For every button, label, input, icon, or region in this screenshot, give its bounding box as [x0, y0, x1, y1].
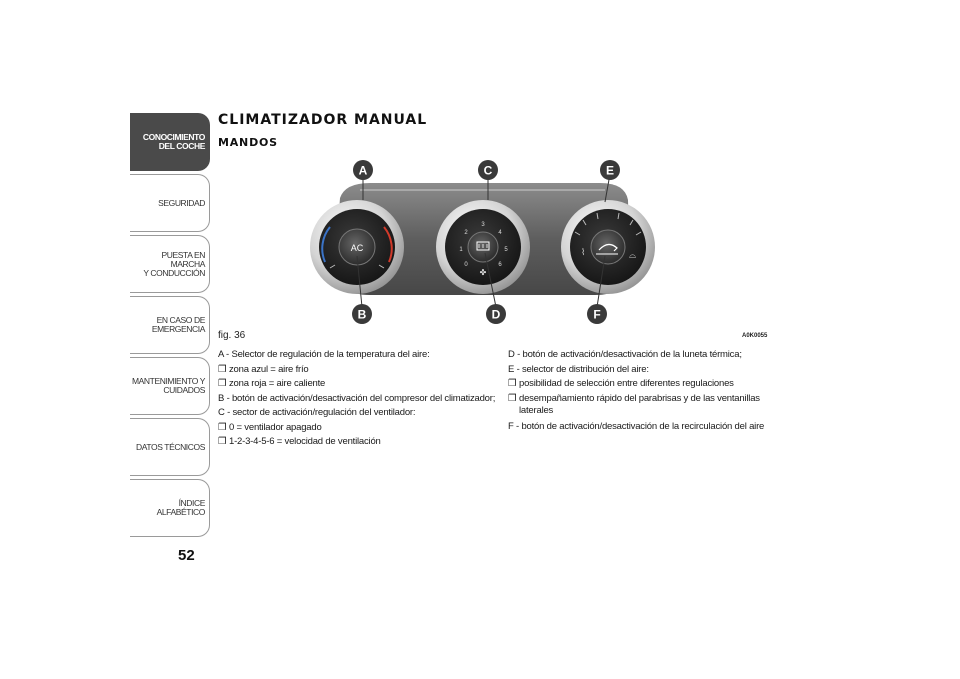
callout-d-label: D [491, 307, 501, 322]
checkbox-icon: ❒ [218, 363, 227, 375]
right-column [508, 348, 778, 435]
temperature-knob[interactable] [310, 200, 404, 294]
speed-3: 3 [481, 222, 485, 228]
tab-en-caso-de-emergencia[interactable] [130, 296, 210, 354]
text-line: B - botón de activación/desactivación del compresor del climatizador; [218, 392, 496, 404]
callout-c-label: C [483, 163, 493, 178]
tab-indice-alfabetico[interactable] [130, 479, 210, 537]
tab-label: DATOS TÉCNICOS [135, 441, 205, 452]
bullet-text: posibilidad de selección entre diferentes regulaciones [519, 378, 734, 389]
tab-mantenimiento[interactable] [130, 357, 210, 415]
tab-seguridad[interactable] [130, 174, 210, 232]
tab-label: MANTENIMIENTO Y CUIDADOS [131, 376, 205, 395]
checkbox-icon: ❒ [218, 421, 227, 433]
checkbox-icon: ❒ [218, 378, 227, 389]
page-number: 52 [178, 547, 195, 564]
callout-a-label: A [358, 163, 368, 178]
section-subtitle: MANDOS [218, 136, 278, 149]
speed-2: 2 [464, 230, 468, 236]
bullet-item [218, 421, 503, 436]
speed-6: 6 [498, 262, 502, 268]
air-distribution-knob[interactable] [561, 200, 655, 294]
tab-datos-tecnicos[interactable] [130, 418, 210, 476]
speed-0: 0 [464, 262, 468, 268]
tab-label: CONOCIMIENTO DEL COCHE [142, 132, 205, 151]
bullet-text: zona azul = aire frío [229, 363, 309, 375]
bullet-text: zona roja = aire caliente [229, 378, 326, 389]
figure-code: A0K0055 [742, 333, 768, 339]
text-line: A - Selector de regulación de la temperatura del aire: [218, 349, 430, 360]
tab-label: EN CASO DE EMERGENCIA [151, 315, 205, 334]
tab-puesta-en-marcha[interactable] [130, 235, 210, 293]
callout-e-label: E [605, 163, 615, 178]
bullet-item [218, 363, 503, 378]
checkbox-icon: ❒ [508, 392, 517, 404]
bullet-item [218, 377, 503, 392]
bullet-item [218, 435, 503, 450]
text-line: E - selector de distribución del aire: [508, 363, 649, 375]
recirculation-button [591, 230, 625, 264]
fan-icon: ✤ [479, 268, 487, 277]
callout-f-label: F [593, 307, 601, 322]
tab-label: ÍNDICE ALFABÉTICO [156, 498, 205, 517]
speed-4: 4 [498, 230, 502, 236]
speed-5: 5 [504, 247, 508, 253]
checkbox-icon: ❒ [508, 378, 517, 389]
page-title: CLIMATIZADOR MANUAL [218, 112, 428, 128]
tab-label: PUESTA EN MARCHA Y CONDUCCIÓN [143, 249, 205, 278]
ac-label: AC [350, 243, 364, 253]
bullet-item [508, 392, 778, 407]
text-line: D - botón de activación/desactivación de la luneta térmica; [508, 349, 742, 360]
left-column [218, 348, 503, 450]
text-line: C - sector de activación/regulación del ventilador: [218, 407, 416, 418]
climate-control-illustration [300, 150, 660, 330]
text-continuation: laterales [519, 405, 554, 416]
bullet-item [508, 377, 778, 392]
fan-speed-knob[interactable] [436, 200, 530, 294]
checkbox-icon: ❒ [218, 436, 227, 447]
bullet-text: 1-2-3-4-5-6 = velocidad de ventilación [229, 436, 381, 447]
figure-caption: fig. 36 [218, 330, 246, 341]
text-line: F - botón de activación/desactivación de la recirculación del aire [508, 421, 765, 432]
speed-1: 1 [459, 247, 463, 253]
tab-label: SEGURIDAD [158, 197, 205, 208]
windshield-icon: ⌓ [629, 250, 637, 260]
bullet-text: 0 = ventilador apagado [229, 421, 322, 433]
seat-icon-left: ⌇ [581, 247, 586, 257]
callout-b-label: B [357, 307, 367, 322]
tab-conocimiento-del-coche[interactable] [130, 113, 210, 171]
bullet-text: desempañamiento rápido del parabrisas y de las ventanillas [519, 392, 760, 404]
